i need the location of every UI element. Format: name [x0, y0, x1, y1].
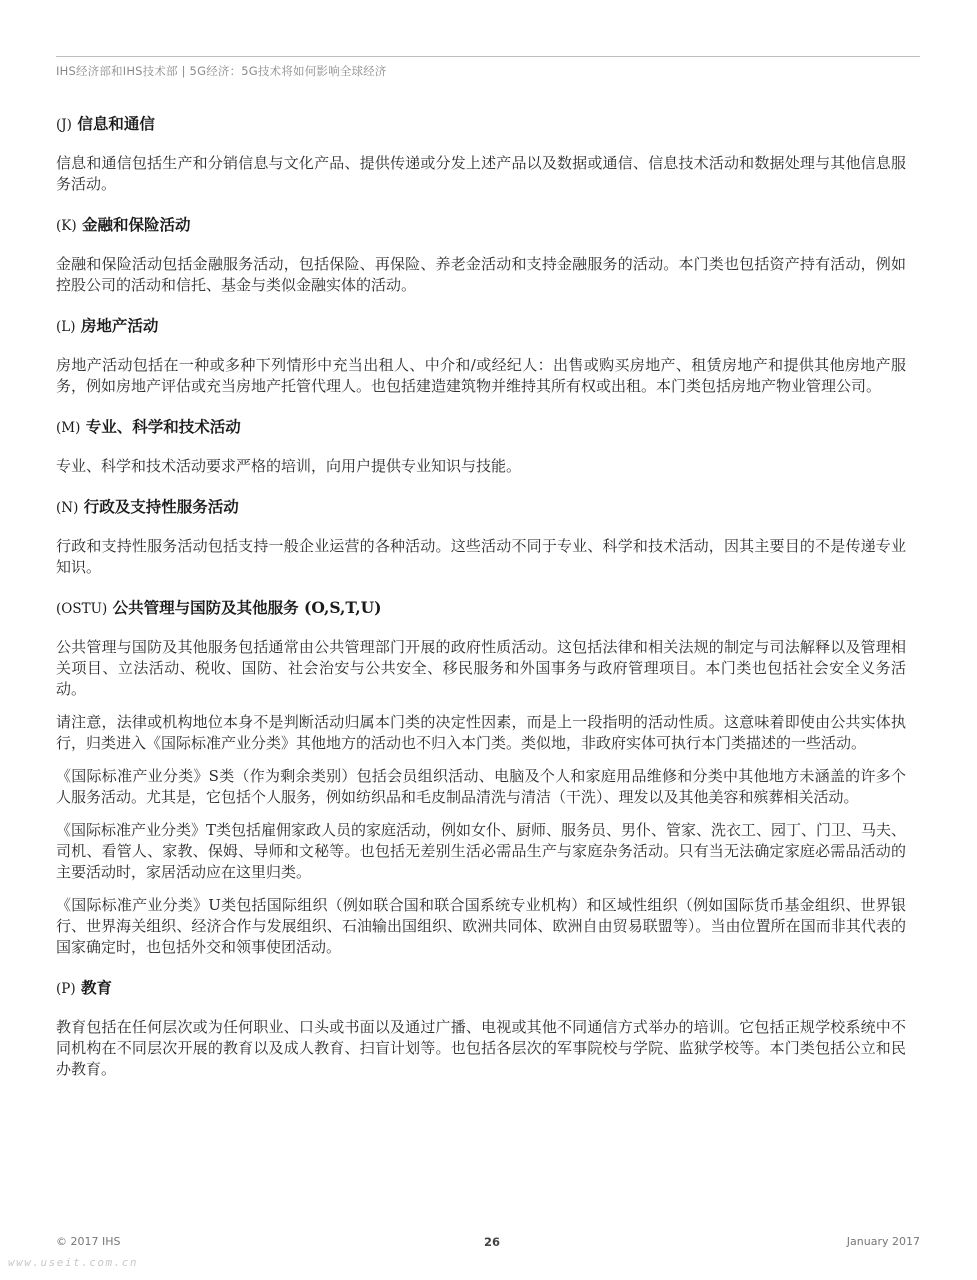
paragraph: 信息和通信包括生产和分销信息与文化产品、提供传递或分发上述产品以及数据或通信、信息技术活动和数据处理与其他信息服务活动。: [56, 154, 906, 193]
page-header: [56, 56, 920, 79]
section-code: (OSTU): [56, 601, 108, 617]
paragraph: 房地产活动包括在一种或多种下列情形中充当出租人、中介和/或经纪人：出售或购买房地产、租赁房地产和提供其他房地产服务，例如房地产评估或充当房地产托管代理人。也包括建造建筑物并维持其所有权或出租。本门类包括房地产物业管理公司。: [56, 356, 906, 395]
section-title: 信息和通信: [77, 114, 155, 133]
section-heading: [56, 596, 906, 621]
footer-date: January 2017: [846, 1235, 920, 1248]
paragraph: 专业、科学和技术活动要求严格的培训，向用户提供专业知识与技能。: [56, 457, 522, 475]
paragraph: 《国际标准产业分类》T类包括雇佣家政人员的家庭活动，例如女仆、厨师、服务员、男仆、管家、洗衣工、园丁、门卫、马夫、司机、看管人、家教、保姆、导师和文秘等。也包括无差别生活必需品生产与家庭杂务活动。只有当无法确定家庭必需品活动的主要活动时，家居活动应在这里归类。: [56, 821, 907, 881]
section-heading: [56, 415, 906, 440]
section-title: 房地产活动: [80, 316, 159, 335]
paragraph: 金融和保险活动包括金融服务活动，包括保险、再保险、养老金活动和支持金融服务的活动。本门类也包括资产持有活动，例如控股公司的活动和信托、基金与类似金融实体的活动。: [56, 255, 906, 294]
section-code: (L): [56, 319, 76, 335]
section-title: 教育: [81, 978, 113, 997]
section-title: 专业、科学和技术活动: [85, 417, 241, 436]
section-heading: [56, 213, 906, 238]
section: [56, 213, 906, 296]
section: [56, 976, 906, 1080]
section-title: 金融和保险活动: [82, 215, 191, 234]
header-title: IHS经济部和IHS技术部 | 5G经济：5G技术将如何影响全球经济: [56, 64, 387, 78]
section: [56, 112, 906, 195]
section-heading: [56, 314, 906, 339]
section-heading: [56, 112, 906, 137]
section-title: 公共管理与国防及其他服务 (O,S,T,U): [112, 598, 382, 617]
paragraph: 《国际标准产业分类》S类（作为剩余类别）包括会员组织活动、电脑及个人和家庭用品维修和分类中其他地方未涵盖的许多个人服务活动。尤其是，它包括个人服务，例如纺织品和毛皮制品清洗与清洁（干洗）、理发以及其他美容和殡葬相关活动。: [56, 767, 906, 806]
section-heading: [56, 495, 906, 520]
section-code: (N): [56, 500, 79, 516]
section-code: (P): [56, 981, 76, 997]
watermark-text: www.useit.com.cn: [8, 1256, 138, 1269]
document-body: [56, 112, 906, 1098]
section: [56, 415, 906, 477]
section-code: (M): [56, 420, 81, 436]
paragraph: 教育包括在任何层次或为任何职业、口头或书面以及通过广播、电视或其他不同通信方式举办的培训。它包括正规学校系统中不同机构在不同层次开展的教育以及成人教育、扫盲计划等。也包括各层次的军事院校与学院、监狱学校等。本门类包括公立和民办教育。: [56, 1018, 906, 1078]
section: [56, 314, 906, 397]
paragraph: 《国际标准产业分类》U类包括国际组织（例如联合国和联合国系统专业机构）和区域性组织（例如国际货币基金组织、世界银行、世界海关组织、经济合作与发展组织、石油输出国组织、欧洲共同体、欧洲自由贸易联盟等）。当由位置所在国而非其代表的国家确定时，也包括外交和领事使团活动。: [56, 896, 906, 956]
footer-copyright: © 2017 IHS: [56, 1235, 121, 1248]
paragraph: 行政和支持性服务活动包括支持一般企业运营的各种活动。这些活动不同于专业、科学和技术活动，因其主要目的不是传递专业知识。: [56, 537, 906, 576]
footer-page-number: 26: [484, 1235, 501, 1249]
paragraph: 请注意，法律或机构地位本身不是判断活动归属本门类的决定性因素，而是上一段指明的活动性质。这意味着即使由公共实体执行，归类进入《国际标准产业分类》其他地方的活动也不归入本门类。类似地，非政府实体可执行本门类描述的一些活动。: [56, 713, 906, 752]
section-heading: [56, 976, 906, 1001]
section-code: (J): [56, 117, 72, 133]
paragraph: 公共管理与国防及其他服务包括通常由公共管理部门开展的政府性质活动。这包括法律和相关法规的制定与司法解释以及管理相关项目、立法活动、税收、国防、社会治安与公共安全、移民服务和外国事务与政府管理项目。本门类也包括社会安全义务活动。: [56, 638, 906, 698]
section: [56, 495, 906, 578]
section: [56, 596, 906, 958]
section-code: (K): [56, 218, 77, 234]
section-title: 行政及支持性服务活动: [83, 497, 239, 516]
page-footer: [56, 1235, 920, 1255]
